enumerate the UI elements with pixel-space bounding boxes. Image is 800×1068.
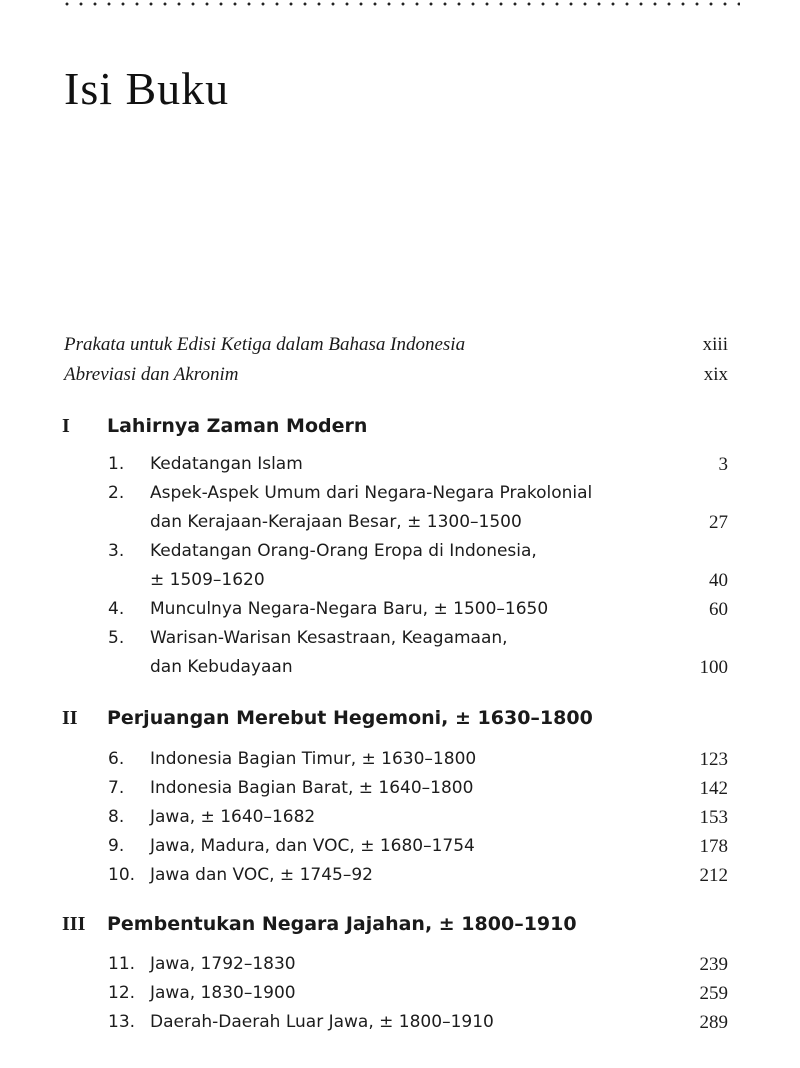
chapter-title-line: Jawa, 1792–1830 <box>150 954 296 974</box>
page-number: 27 <box>709 512 728 533</box>
chapter-title <box>150 803 315 832</box>
page-number: xix <box>703 364 728 385</box>
chapter-title-line: Indonesia Bagian Timur, ± 1630–1800 <box>150 749 477 769</box>
chapter-title-line: Indonesia Bagian Barat, ± 1640–1800 <box>150 778 474 798</box>
page-number: 178 <box>699 836 728 857</box>
chapter-number: 10. <box>108 865 136 885</box>
chapter-title <box>150 595 548 624</box>
chapter-title <box>150 479 592 537</box>
chapter-title-line: Jawa, 1830–1900 <box>150 983 296 1003</box>
chapter-title-line: Warisan-Warisan Kesastraan, Keagamaan, <box>150 628 508 648</box>
chapter-title-line: dan Kebudayaan <box>150 657 293 677</box>
chapter-title <box>150 832 475 861</box>
chapter-number: 13. <box>108 1012 136 1032</box>
page-number: 289 <box>699 1012 728 1033</box>
chapter-title-line: Jawa, Madura, dan VOC, ± 1680–1754 <box>150 836 475 856</box>
entry-title: Abreviasi dan Akronim <box>64 364 239 385</box>
chapter-number: 3. <box>108 541 125 561</box>
entry-title: Prakata untuk Edisi Ketiga dalam Bahasa Indonesia <box>64 334 466 355</box>
chapter-title-line: Jawa dan VOC, ± 1745–92 <box>150 865 373 885</box>
chapter-number: 5. <box>108 628 125 648</box>
page-number: 153 <box>699 807 728 828</box>
page-title: Isi Buku <box>64 63 230 114</box>
part-numeral: I <box>62 415 70 437</box>
chapter-number: 12. <box>108 983 136 1003</box>
part-title: Pembentukan Negara Jajahan, ± 1800–1910 <box>107 913 577 935</box>
part-numeral: III <box>62 913 86 935</box>
chapter-title-line: Jawa, ± 1640–1682 <box>150 807 316 827</box>
preface-entry <box>64 330 728 360</box>
chapter-title-line: Daerah-Daerah Luar Jawa, ± 1800–1910 <box>150 1012 494 1032</box>
chapter-number: 4. <box>108 599 125 619</box>
page-number: 40 <box>709 570 728 591</box>
chapter-title <box>150 979 296 1008</box>
dotted-rule <box>60 0 740 8</box>
chapter-title-line: Kedatangan Orang-Orang Eropa di Indonesia, <box>150 541 537 561</box>
page-number: 3 <box>718 454 728 475</box>
chapter-title <box>150 950 296 979</box>
chapter-title-line: dan Kerajaan-Kerajaan Besar, ± 1300–1500 <box>150 512 522 532</box>
chapter-number: 11. <box>108 954 136 974</box>
page-number: 60 <box>709 599 728 620</box>
chapter-title-line: Munculnya Negara-Negara Baru, ± 1500–1650 <box>150 599 549 619</box>
chapter-number: 1. <box>108 454 125 474</box>
chapter-title <box>150 1008 494 1037</box>
chapter-title <box>150 861 373 890</box>
chapter-number: 2. <box>108 483 125 503</box>
chapter-title-line: Kedatangan Islam <box>150 454 303 474</box>
part-title: Perjuangan Merebut Hegemoni, ± 1630–1800 <box>107 707 593 729</box>
preface-entry <box>64 360 728 390</box>
chapter-title <box>150 624 508 682</box>
part-numeral: II <box>62 707 78 729</box>
page-number: 123 <box>699 749 728 770</box>
chapter-title-line: Aspek-Aspek Umum dari Negara-Negara Prakolonial <box>150 483 593 503</box>
chapter-title <box>150 745 476 774</box>
chapter-title <box>150 537 537 595</box>
chapter-number: 7. <box>108 778 125 798</box>
chapter-title-line: ± 1509–1620 <box>150 570 265 590</box>
page-number: 212 <box>699 865 728 886</box>
page-number: 142 <box>699 778 728 799</box>
chapter-title <box>150 450 303 479</box>
chapter-title <box>150 774 473 803</box>
page-number: 239 <box>699 954 728 975</box>
page-number: xiii <box>702 334 728 355</box>
page-number: 259 <box>699 983 728 1004</box>
chapter-number: 9. <box>108 836 125 856</box>
part-title: Lahirnya Zaman Modern <box>107 415 368 437</box>
page-number: 100 <box>699 657 728 678</box>
chapter-number: 6. <box>108 749 125 769</box>
chapter-number: 8. <box>108 807 125 827</box>
